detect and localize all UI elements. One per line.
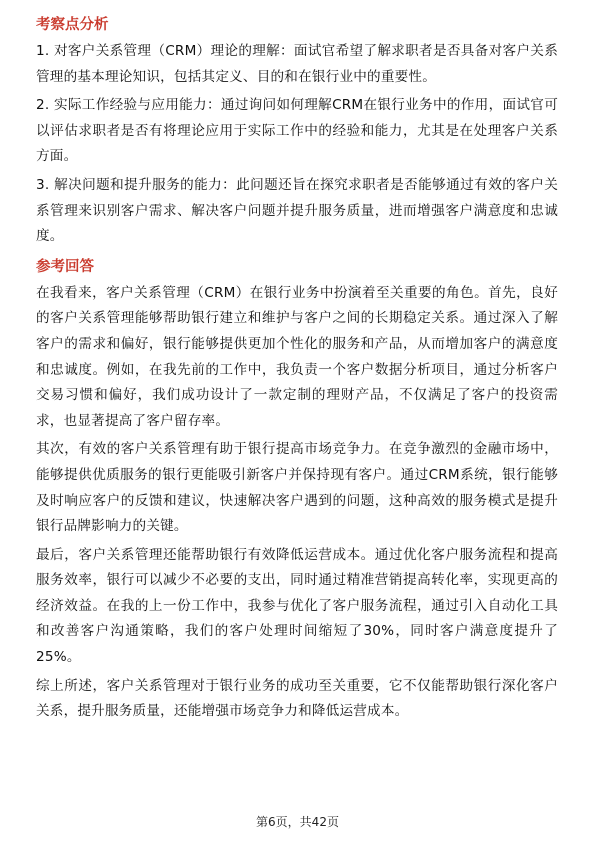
analysis-item-1: 1. 对客户关系管理（CRM）理论的理解：面试官希望了解求职者是否具备对客户关系管理的基本理论知识，包括其定义、目的和在银行业中的重要性。 [36, 43, 558, 85]
answer-paragraph-1: 在我看来，客户关系管理（CRM）在银行业务中扮演着至关重要的角色。首先，良好的客户关系管理能够帮助银行建立和维护与客户之间的长期稳定关系。通过深入了解客户的需求和偏好，银行能够提供更加个性化的服务和产品，从而增加客户的满意度和忠诚度。例如，在我先前的工作中，我负责一个客户数据分析项目，通过分析客户交易习惯和偏好，我们成功设计了一款定制的理财产品，不仅满足了客户的投资需求，也显著提高了客户留存率。 [36, 284, 558, 429]
analysis-heading: 考察点分析 [36, 17, 109, 33]
answer-paragraph-4: 综上所述，客户关系管理对于银行业务的成功至关重要，它不仅能帮助银行深化客户关系，提升服务质量，还能增强市场竞争力和降低运营成本。 [36, 677, 558, 720]
analysis-item-3: 3. 解决问题和提升服务的能力：此问题还旨在探究求职者是否能够通过有效的客户关系管理来识别客户需求、解决客户问题并提升服务质量，进而增强客户满意度和忠诚度。 [36, 176, 558, 245]
page-footer: 第6页，共42页 [256, 815, 339, 829]
answer-paragraph-3: 最后，客户关系管理还能帮助银行有效降低运营成本。通过优化客户服务流程和提高服务效率，银行可以减少不必要的支出，同时通过精准营销提高转化率，实现更高的经济效益。在我的上一份工作中，我参与优化了客户服务流程，通过引入自动化工具和改善客户沟通策略，我们的客户处理时间缩短了30%，同时客户满意度提升了25%。 [36, 546, 558, 666]
answer-paragraph-2: 其次，有效的客户关系管理有助于银行提高市场竞争力。在竞争激烈的金融市场中，能够提供优质服务的银行更能吸引新客户并保持现有客户。通过CRM系统，银行能够及时响应客户的反馈和建议，快速解决客户遇到的问题，这种高效的服务模式是提升银行品牌影响力的关键。 [36, 441, 558, 535]
answer-heading: 参考回答 [36, 258, 94, 275]
analysis-item-2: 2. 实际工作经验与应用能力：通过询问如何理解CRM在银行业务中的作用，面试官可以评估求职者是否有将理论应用于实际工作中的经验和能力，尤其是在处理客户关系方面。 [36, 97, 558, 165]
page-content [36, 14, 558, 728]
